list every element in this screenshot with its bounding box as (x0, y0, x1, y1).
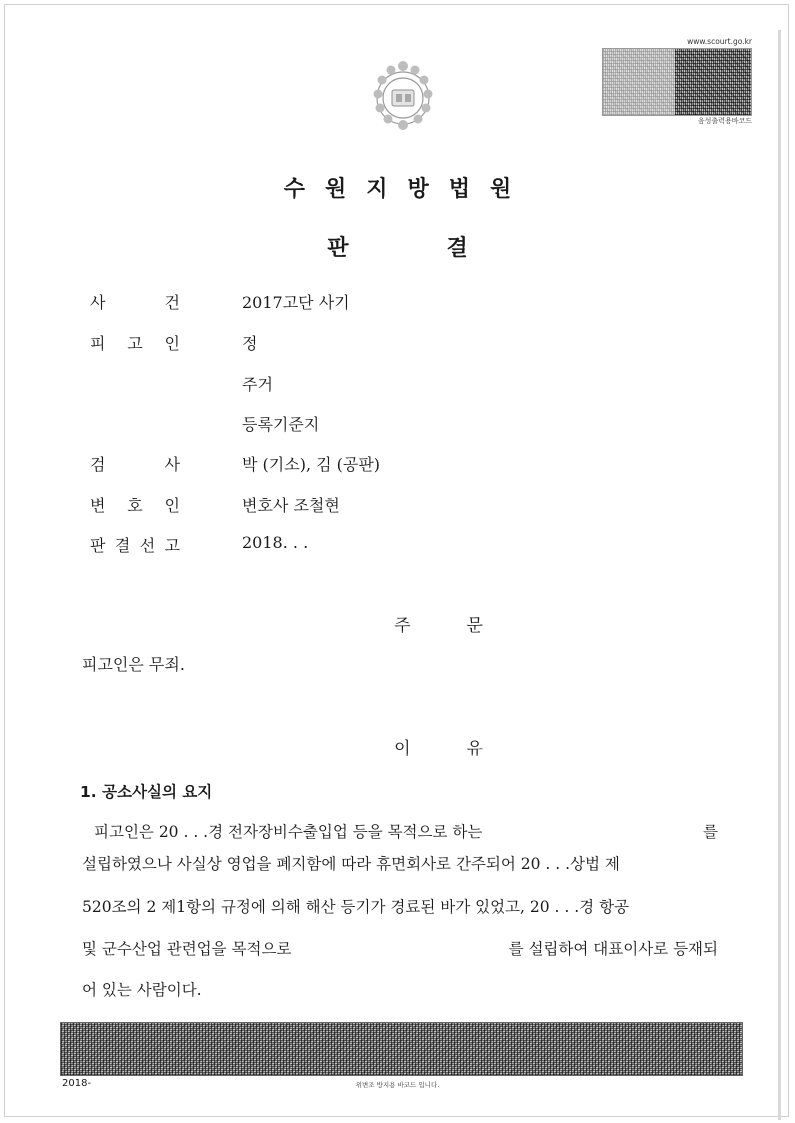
prosecutor-value: 박 (기소), 김 (공판) (242, 455, 381, 474)
document-title: 판결 (327, 236, 566, 261)
sentence-date-label: 판 결 선 고 (90, 536, 180, 555)
reason-section-title: 이유 (394, 739, 539, 759)
court-name: 수원지방법원 (283, 177, 532, 202)
paragraph-line: 어 있는 사람이다. (82, 981, 202, 999)
address-value: 주거 (242, 375, 273, 394)
case-value: 2017고단 사기 (242, 293, 350, 312)
document-number: 2018- (62, 1078, 92, 1089)
paragraph-line: 설립하였으나 사실상 영업을 폐지함에 따라 휴면회사로 간주되어 20 . . .상법 제 (82, 855, 620, 873)
paragraph-line: 및 군수산업 관련업을 목적으로 를 설립하여 대표이사로 등재되 (82, 940, 718, 958)
court-website-url: www.scourt.go.kr (687, 37, 752, 46)
defendant-label: 피 고 인 (90, 334, 180, 353)
paragraph-line: 피고인은 20 . . .경 전자장비수출입업 등을 목적으로 하는 를 (94, 823, 718, 841)
court-emblem-icon (373, 58, 433, 132)
verdict-text: 피고인은 무죄. (82, 655, 185, 674)
indictment-summary-heading: 1. 공소사실의 요지 (80, 783, 213, 801)
counsel-label: 변 호 인 (90, 496, 180, 515)
registry-value: 등록기준지 (242, 415, 320, 434)
defendant-value: 정 (242, 334, 258, 353)
paragraph-line: 520조의 2 제1항의 규정에 의해 해산 등기가 경료된 바가 있었고, 20 . . .경 항공 (82, 898, 630, 916)
barcode-caption: 음성출력용바코드 (697, 117, 752, 125)
sentence-date-value: 2018. . . (242, 533, 309, 552)
anti-forgery-barcode (60, 1022, 743, 1076)
case-label: 사 건 (90, 293, 180, 312)
order-section-title: 주문 (394, 616, 539, 636)
counsel-value: 변호사 조철현 (242, 496, 340, 515)
voice-output-barcode (602, 48, 752, 116)
barcode-notice: 위변조 방지용 바코드 입니다. (355, 1081, 440, 1089)
prosecutor-label: 검 사 (90, 455, 180, 474)
